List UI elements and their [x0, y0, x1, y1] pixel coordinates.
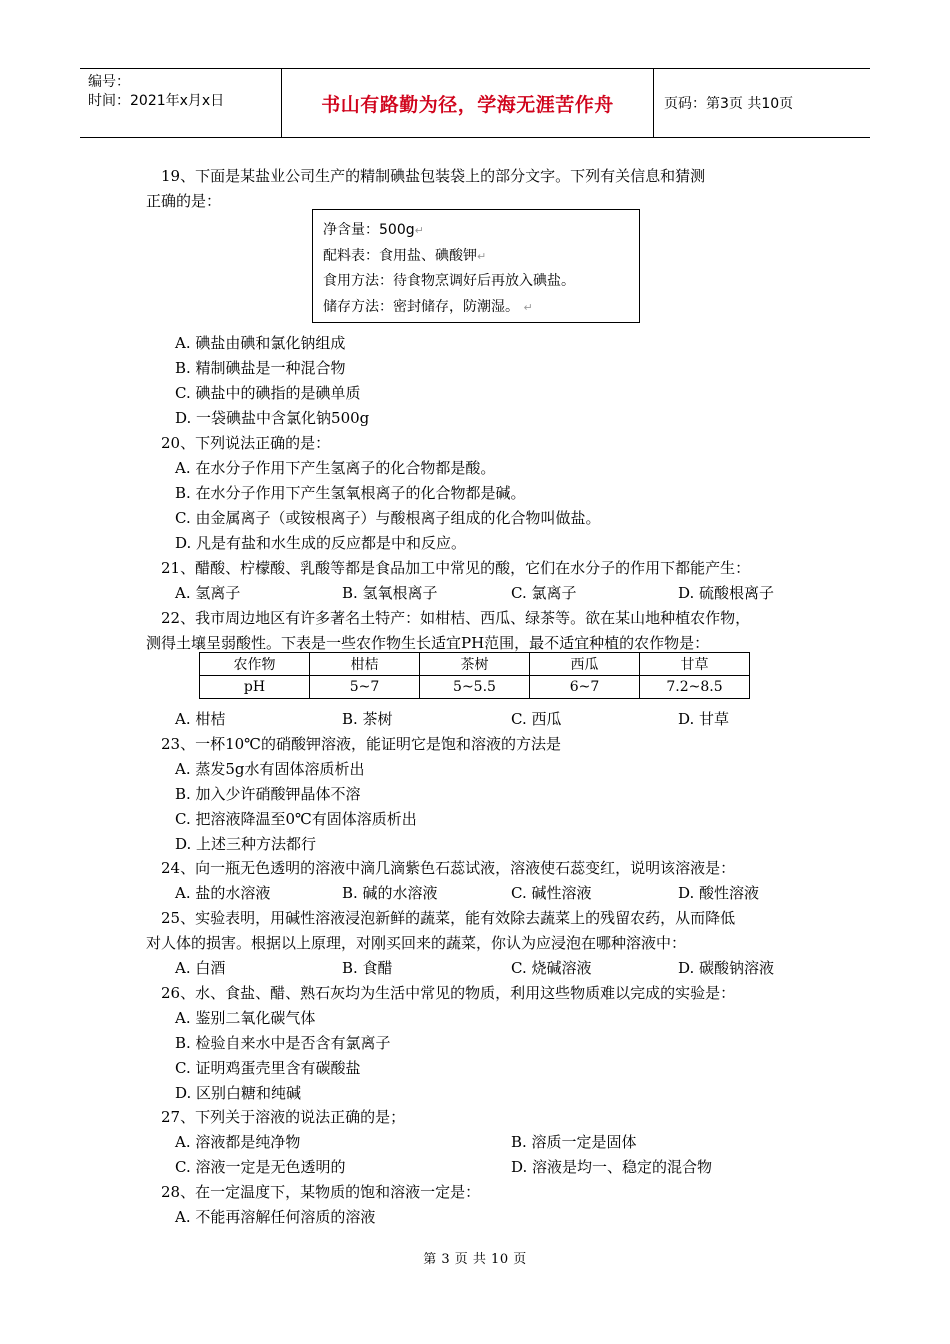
q21-option-c: C. 氯离子	[511, 584, 577, 602]
time-label: 时间：2021年x月x日	[88, 93, 225, 109]
q20-stem: 20、下列说法正确的是：	[161, 434, 331, 452]
q21-stem: 21、醋酸、柠檬酸、乳酸等都是食品加工中常见的酸，它们在水分子的作用下都能产生：	[161, 559, 751, 577]
q26-option-b: B. 检验自来水中是否含有氯离子	[175, 1034, 391, 1052]
q19-option-c: C. 碘盐中的碘指的是碘单质	[175, 384, 361, 402]
label-usage: 食用方法：待食物烹调好后再放入碘盐。	[323, 273, 575, 289]
q24-option-d: D. 酸性溶液	[678, 884, 760, 902]
q22-option-d: D. 甘草	[678, 710, 730, 728]
q25-stem: 25、实验表明，用碱性溶液浸泡新鲜的蔬菜，能有效除去蔬菜上的残留农药，从而降低	[161, 909, 736, 927]
q19-stem-cont: 正确的是：	[146, 192, 222, 210]
table-cell: 7.2~8.5	[640, 676, 750, 699]
q26-option-c: C. 证明鸡蛋壳里含有碳酸盐	[175, 1059, 361, 1077]
q25-stem-cont: 对人体的损害。根据以上原理，对刚买回来的蔬菜，你认为应浸泡在哪种溶液中：	[146, 934, 687, 952]
q22-option-c: C. 西瓜	[511, 710, 562, 728]
header-motto-cell	[282, 69, 654, 137]
q27-option-c: C. 溶液一定是无色透明的	[175, 1158, 346, 1176]
header-motto: 书山有路勤为径，学海无涯苦作舟	[321, 93, 614, 116]
table-cell: pH	[200, 676, 310, 699]
q19-option-b: B. 精制碘盐是一种混合物	[175, 359, 346, 377]
q23-option-c: C. 把溶液降温至0℃有固体溶质析出	[175, 810, 417, 828]
q19-option-d: D. 一袋碘盐中含氯化钠500g	[175, 409, 370, 427]
table-cell: 西瓜	[530, 653, 640, 676]
q24-option-b: B. 碱的水溶液	[342, 884, 438, 902]
q21-option-b: B. 氢氧根离子	[342, 584, 438, 602]
table-cell: 甘草	[640, 653, 750, 676]
salt-label-box	[312, 209, 640, 323]
q24-stem: 24、向一瓶无色透明的溶液中滴几滴紫色石蕊试液，溶液使石蕊变红，说明该溶液是：	[161, 859, 736, 877]
q25-option-c: C. 烧碱溶液	[511, 959, 592, 977]
q26-option-a: A. 鉴别二氧化碳气体	[175, 1009, 316, 1027]
q26-option-d: D. 区别白糖和纯碱	[175, 1084, 302, 1102]
q22-stem: 22、我市周边地区有许多著名土特产：如柑桔、西瓜、绿茶等。欲在某山地种植农作物，	[161, 609, 751, 627]
table-cell: 农作物	[200, 653, 310, 676]
table-cell: 茶树	[420, 653, 530, 676]
q25-option-d: D. 碳酸钠溶液	[678, 959, 775, 977]
header-page-info: 页码：第3页 共10页	[664, 96, 794, 112]
page-header	[80, 68, 870, 138]
q23-option-d: D. 上述三种方法都行	[175, 835, 317, 853]
page-footer: 第 3 页 共 10 页	[423, 1252, 527, 1267]
q22-option-a: A. 柑桔	[175, 710, 226, 728]
q23-option-a: A. 蒸发5g水有固体溶质析出	[175, 760, 365, 778]
crop-ph-table	[199, 652, 750, 699]
q21-option-d: D. 硫酸根离子	[678, 584, 775, 602]
q23-stem: 23、一杯10℃的硝酸钾溶液，能证明它是饱和溶液的方法是	[161, 735, 561, 753]
q24-option-c: C. 碱性溶液	[511, 884, 592, 902]
q28-stem: 28、在一定温度下，某物质的饱和溶液一定是：	[161, 1183, 481, 1201]
q28-option-a: A. 不能再溶解任何溶质的溶液	[175, 1208, 376, 1226]
table-row	[200, 676, 750, 699]
q21-option-a: A. 氢离子	[175, 584, 241, 602]
q19-stem: 19、下面是某盐业公司生产的精制碘盐包装袋上的部分文字。下列有关信息和猜测	[161, 167, 706, 185]
q26-stem: 26、水、食盐、醋、熟石灰均为生活中常见的物质，利用这些物质难以完成的实验是：	[161, 984, 736, 1002]
q24-option-a: A. 盐的水溶液	[175, 884, 271, 902]
q20-option-a: A. 在水分子作用下产生氢离子的化合物都是酸。	[175, 459, 496, 477]
serial-label: 编号：	[88, 74, 130, 90]
q27-option-b: B. 溶质一定是固体	[511, 1133, 637, 1151]
label-storage: 储存方法：密封储存，防潮湿。 ↵	[323, 298, 533, 315]
q19-option-a: A. 碘盐由碘和氯化钠组成	[175, 334, 346, 352]
q23-option-b: B. 加入少许硝酸钾晶体不溶	[175, 785, 361, 803]
q25-option-b: B. 食醋	[342, 959, 393, 977]
q20-option-b: B. 在水分子作用下产生氢氧根离子的化合物都是碱。	[175, 484, 526, 502]
label-net-weight: 净含量：500g↵	[323, 222, 424, 238]
table-cell: 5~7	[310, 676, 420, 699]
table-cell: 6~7	[530, 676, 640, 699]
q22-option-b: B. 茶树	[342, 710, 393, 728]
q25-option-a: A. 白酒	[175, 959, 226, 977]
q27-stem: 27、下列关于溶液的说法正确的是；	[161, 1108, 406, 1126]
q20-option-c: C. 由金属离子（或铵根离子）与酸根离子组成的化合物叫做盐。	[175, 509, 601, 527]
table-row	[200, 653, 750, 676]
header-meta	[80, 69, 282, 137]
table-cell: 5~5.5	[420, 676, 530, 699]
q20-option-d: D. 凡是有盐和水生成的反应都是中和反应。	[175, 534, 467, 552]
table-cell: 柑桔	[310, 653, 420, 676]
q27-option-d: D. 溶液是均一、稳定的混合物	[511, 1158, 713, 1176]
q22-stem-cont: 测得土壤呈弱酸性。下表是一些农作物生长适宜PH范围，最不适宜种植的农作物是：	[146, 634, 710, 652]
q27-option-a: A. 溶液都是纯净物	[175, 1133, 301, 1151]
label-ingredients: 配料表：食用盐、碘酸钾↵	[323, 247, 487, 264]
